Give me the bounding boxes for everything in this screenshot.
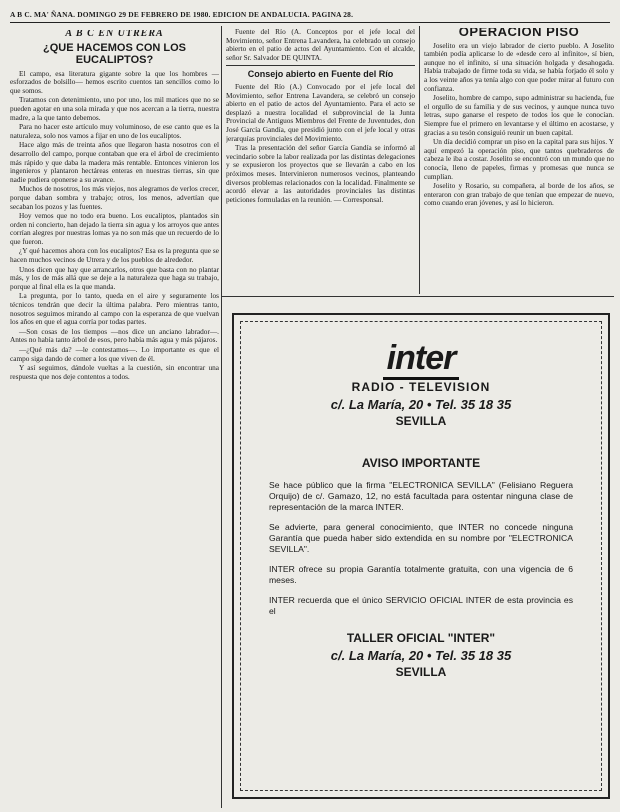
paragraph: Muchos de nosotros, los más viejos, nos alegramos de verlos crecer, porque daban sombra y trabajo; otros, los menos, advertían que secaban los pozos y las fuentes.	[10, 184, 219, 211]
workshop-city: SEVILLA	[395, 665, 447, 679]
page-header: A B C. MA' ÑANA. DOMINGO 29 DE FEBRERO DE 1980. EDICION DE ANDALUCIA. PAGINA 28.	[10, 10, 354, 19]
notice-paragraph: Se hace público que la firma "ELECTRONICA SEVILLA" (Felisiano Reguera Orquijo) de c/. Gamazo, 12, no está facultada para ostentar ninguna clase de representación de la marca INTER.	[269, 480, 573, 512]
column-divider-1	[221, 26, 222, 808]
article-operacion-piso	[424, 28, 614, 293]
paragraph: Fuente del Río (A.) Convocado por el jefe local del Movimiento, señor Entrena Lavandera, se celebró un consejo abierto en el patio de actos del Ayuntamiento. Para el acto se desplazó a nuestra localidad el subprovincial de la Junta Provincial de Antiguos Miembros del Frente de Juventudes, don José García Gandía, que presidió junto con el jefe local y otras jerarquías provinciales del Movimiento.	[226, 81, 415, 143]
inter-advertisement	[232, 313, 610, 799]
paragraph: Joselito era un viejo labrador de cierto pueblo. A Joselito también podía aplicarse lo de «desde cero al infinito», sí bien, aunque no el infinito, sí una situación holgada y desahogada. Había trabajado de firme toda su vida, se había forjado él solo y a los veinte años ya tenía algo con que poder mirar al futuro con confianza.	[424, 40, 614, 93]
article-eucaliptos	[10, 30, 219, 805]
paragraph: Hace algo más de treinta años que llegaron hasta nosotros con el desarrollo del campo, porque contaban que era el árbol de crecimiento más rápido y que daba la madera más rentable. Entonces vinieron los ingenieros y plantaron hectáreas enteras en nuestras tierras, sin que nadie pudiera oponerse a su avance.	[10, 140, 219, 184]
paragraph: El campo, esa literatura gigante sobre la que los hombres —esforzados de bolsillo— hemos escrito cuentos tan sencillos como lo que somos.	[10, 68, 219, 95]
paragraph: Tras la presentación del señor García Gandía se informó al vecindario sobre la labor realizada por las distintas delegaciones y se expusieron los proyectos que se llevarán a cabo en los próximos meses. Intervinieron numerosos vecinos, planteando diversos problemas relacionados con la localidad. Finalmente se acordó elevar a las autoridades provinciales las distintas peticiones formuladas en la reunión. — Corresponsal.	[226, 143, 415, 204]
paragraph: Y así seguimos, dándole vueltas a la cuestión, sin encontrar una respuesta que nos deje contentos a todos.	[10, 363, 219, 381]
paragraph: —¿Qué más da? —le contestamos—. Lo importante es que el campo siga dando de comer a los que viven de él.	[10, 345, 219, 363]
paragraph: Tratamos con detenimiento, uno por uno, los mil matices que no se pueden agotar en una sola mirada y que nos acercan a la tierra, nuestra madre, a la que tanto debemos.	[10, 95, 219, 122]
paragraph: Para no hacer este artículo muy voluminoso, de ese canto que es la naturaleza, solo nos vamos a fijar en uno de los eucaliptos.	[10, 122, 219, 140]
advert-subtitle: RADIO - TELEVISION	[351, 380, 491, 394]
article-headline: ¿QUE HACEMOS CON LOS EUCALIPTOS?	[42, 41, 186, 66]
paragraph: Hoy vemos que no todo era bueno. Los eucaliptos, plantados sin orden ni concierto, han dejado la tierra sin agua y los arroyos que antes corrían alegres por nuestras lomas ya no son más que un recuerdo de lo que fueron.	[10, 211, 219, 246]
workshop-title: TALLER OFICIAL "INTER"	[346, 631, 496, 645]
advert-city: SEVILLA	[395, 414, 447, 428]
article-consejo-abierto	[226, 28, 415, 293]
notice-paragraph: Se advierte, para general conocimiento, que INTER no concede ninguna Garantía que pueda haber sido extendida en su nombre por "ELECTRONICA SEVILLA".	[269, 522, 573, 554]
article-headline: Consejo abierto en Fuente del Río	[247, 69, 394, 80]
article-headline: OPERACION PISO	[458, 28, 580, 39]
notice-paragraph: INTER ofrece su propia Garantía totalmente gratuita, con una vigencia de 6 meses.	[269, 564, 573, 585]
article-kicker: A B C EN UTRERA	[65, 30, 164, 39]
section-rule	[226, 65, 415, 66]
advert-body	[240, 321, 602, 791]
paragraph: —Son cosas de los tiempos —nos dice un anciano labrador—. Antes no había tanto árbol de esos, pero había más agua y más pájaros.	[10, 326, 219, 345]
notice-title: AVISO IMPORTANTE	[361, 456, 481, 470]
header-rule	[10, 22, 610, 23]
paragraph: Joselito y Rosario, su compañera, al borde de los años, se enteraron con gran trabajo de que tenían que empezar de nuevo, como cuando eran jóvenes, y así lo hicieron.	[424, 181, 614, 208]
paragraph: ¿Y qué hacemos ahora con los eucaliptos? Esa es la pregunta que se hacen muchos vecinos de Utrera y de los pueblos de alrededor.	[10, 246, 219, 265]
inter-logo	[269, 340, 573, 376]
paragraph: Unos dicen que hay que arrancarlos, otros que basta con no plantar más, y los de más allá que se deje a la naturaleza que haga su trabajo, porque al final ella es la que manda.	[10, 264, 219, 291]
advert-top-rule	[222, 296, 614, 297]
column-divider-2	[419, 26, 420, 294]
workshop-address: c/. La María, 20 • Tel. 35 18 35	[330, 648, 512, 663]
paragraph: Joselito, hombre de campo, supo administrar su hacienda, fue el orgullo de su familia y de sus vecinos, y aunque nunca tuvo letras, supo ganarse el respeto de todos los que le conocían. Siempre fue el primero en levantarse y el último en acostarse, y gracias a su tesón consiguió reunir un buen capital.	[424, 93, 614, 137]
paragraph: La pregunta, por lo tanto, queda en el aire y seguramente los técnicos tendrán que decir la última palabra. Pero mientras tanto, nosotros seguimos mirando al campo con la esperanza de que vuelvan los años en que el agua corría por todas partes.	[10, 291, 219, 327]
advert-address: c/. La María, 20 • Tel. 35 18 35	[330, 397, 512, 412]
paragraph: Un día decidió comprar un piso en la capital para sus hijos. Y aquí empezó la operación piso, que tantos quebraderos de cabeza le iba a costar. Joselito se encontró con un mundo que no conocía, lleno de papeles, firmas y promesas que nunca se cumplían.	[424, 137, 614, 181]
intro-paragraph: Fuente del Río (A. Conceptos por el jefe local del Movimiento, señor Entrena Lavandera, ha celebrado un consejo abierto en el patio de actos del Ayuntamiento. Con el alcalde, señor Sr. Salvador DE QUINTA.	[226, 28, 415, 62]
notice-paragraph: INTER recuerda que el único SERVICIO OFICIAL INTER de esta provincia es el	[269, 595, 573, 616]
logo-text: inter	[383, 339, 460, 380]
